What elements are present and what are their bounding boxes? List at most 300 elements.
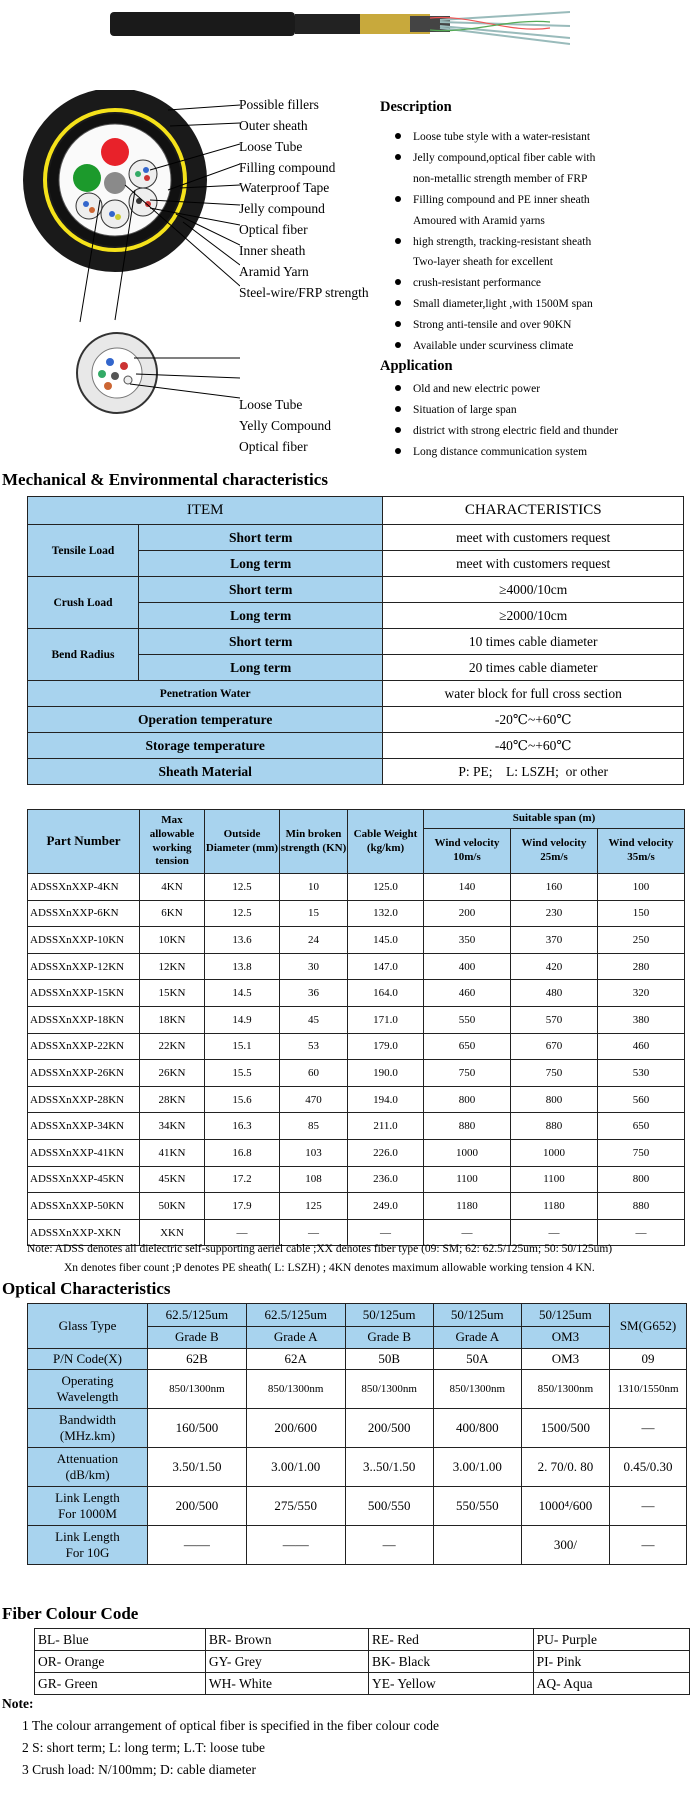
wavelength-label-2: Wavelength [56, 1389, 119, 1404]
part-value-cell: 750 [598, 1139, 685, 1166]
application-item-text: Long distance communication system [413, 446, 588, 458]
tensile-short-term: Short term [139, 525, 383, 551]
colour-title: Fiber Colour Code [2, 1604, 139, 1623]
part-value-cell: 15.5 [205, 1060, 280, 1087]
crush-long-term: Long term [139, 603, 383, 629]
part-value-cell: 30 [280, 953, 348, 980]
operation-temp-value: -20℃~+60℃ [383, 707, 684, 733]
part-value-cell: 12KN [140, 953, 205, 980]
part-value-cell: 280 [598, 953, 685, 980]
glass-type-label: Glass Type [28, 1304, 148, 1349]
mechanical-title: Mechanical & Environmental characteristics [2, 470, 328, 489]
part-value-cell: 1180 [424, 1193, 511, 1220]
sheath-label: Sheath Material [28, 759, 383, 785]
part-value-cell: 14.9 [205, 1006, 280, 1033]
bw-6: — [610, 1409, 687, 1448]
bullet-icon [395, 279, 401, 285]
cable-illustration [110, 4, 570, 52]
crush-short-term: Short term [139, 577, 383, 603]
part-value-cell: 400 [424, 953, 511, 980]
part-number-cell: ADSSXnXXP-34KN [28, 1113, 140, 1140]
tensile-long-value: meet with customers request [383, 551, 684, 577]
part-number-cell: ADSSXnXXP-6KN [28, 900, 140, 927]
part-value-cell: 145.0 [348, 927, 424, 954]
bandwidth-label [28, 1409, 148, 1448]
mechanical-table [27, 496, 684, 785]
ll10g-3: — [345, 1526, 433, 1565]
hdr-cable-weight: Cable Weight (kg/km) [348, 810, 424, 874]
hdr-part-number: Part Number [28, 810, 140, 874]
application-item [395, 383, 540, 395]
part-value-cell: 16.3 [205, 1113, 280, 1140]
ll10g-6: — [610, 1526, 687, 1565]
part-value-cell: 350 [424, 927, 511, 954]
fiber-4: 50/125um [433, 1304, 521, 1327]
wl-3: 850/1300nm [345, 1370, 433, 1409]
part-value-cell: 249.0 [348, 1193, 424, 1220]
label-aramid-yarn: Aramid Yarn [239, 264, 309, 279]
hdr-suitable-span: Suitable span (m) [424, 810, 685, 829]
description-item-text: non-metallic strength member of FRP [413, 173, 588, 185]
part-value-cell: 800 [424, 1086, 511, 1113]
table-row [35, 1651, 690, 1673]
part-value-cell: 179.0 [348, 1033, 424, 1060]
table-row [28, 1219, 685, 1246]
part-number-cell: ADSSXnXXP-12KN [28, 953, 140, 980]
label-possible-fillers: Possible fillers [239, 97, 319, 112]
wl-2: 850/1300nm [246, 1370, 345, 1409]
crush-short-value: ≥4000/10cm [383, 577, 684, 603]
wl-5: 850/1300nm [521, 1370, 609, 1409]
part-value-cell: — [511, 1219, 598, 1246]
bullet-icon [395, 300, 401, 306]
ll1000-label-2: For 1000M [58, 1506, 117, 1521]
attenuation-label-1: Attenuation [56, 1451, 119, 1466]
bullet-icon [395, 133, 401, 139]
description-item-text: Filling compound and PE inner sheath [413, 194, 590, 206]
part-value-cell: 15KN [140, 980, 205, 1007]
att-6: 0.45/0.30 [610, 1448, 687, 1487]
grade-2: Grade A [246, 1326, 345, 1349]
hdr-wind10: Wind velocity 10m/s [424, 829, 511, 874]
part-value-cell: 370 [511, 927, 598, 954]
label-steel-wire: Steel-wire/FRP strength [239, 285, 369, 300]
ll10g-1: —— [148, 1526, 247, 1565]
part-number-cell: ADSSXnXXP-26KN [28, 1060, 140, 1087]
pn-4: 50A [433, 1349, 521, 1370]
part-value-cell: 880 [598, 1193, 685, 1220]
table-row [28, 874, 685, 901]
part-value-cell: 15.6 [205, 1086, 280, 1113]
part-value-cell: 125 [280, 1193, 348, 1220]
wl-1: 850/1300nm [148, 1370, 247, 1409]
table-row [28, 1113, 685, 1140]
tensile-long-term: Long term [139, 551, 383, 577]
ll10g-2: —— [246, 1526, 345, 1565]
attenuation-label [28, 1448, 148, 1487]
part-value-cell: 108 [280, 1166, 348, 1193]
bullet-icon [395, 321, 401, 327]
fiber-3: 50/125um [345, 1304, 433, 1327]
part-value-cell: — [205, 1219, 280, 1246]
part-value-cell: 13.8 [205, 953, 280, 980]
tensile-load-label: Tensile Load [28, 525, 139, 577]
part-value-cell: 132.0 [348, 900, 424, 927]
hdr-min-broken: Min broken strength (KN) [280, 810, 348, 874]
part-value-cell: 164.0 [348, 980, 424, 1007]
description-item [395, 131, 590, 143]
att-3: 3..50/1.50 [345, 1448, 433, 1487]
part-value-cell: 1100 [511, 1166, 598, 1193]
pn-1: 62B [148, 1349, 247, 1370]
description-item-text: Amoured with Aramid yarns [413, 215, 545, 227]
description-title: Description [380, 99, 452, 115]
col-item: ITEM [28, 497, 383, 525]
ll1000-6: — [610, 1487, 687, 1526]
wl-6: 1310/1550nm [610, 1370, 687, 1409]
fiber-1: 62.5/125um [148, 1304, 247, 1327]
part-value-cell: 85 [280, 1113, 348, 1140]
att-2: 3.00/1.00 [246, 1448, 345, 1487]
optical-title: Optical Characteristics [2, 1279, 171, 1298]
part-value-cell: 880 [424, 1113, 511, 1140]
storage-temp-label: Storage temperature [28, 733, 383, 759]
pn-5: OM3 [521, 1349, 609, 1370]
bullet-icon [395, 385, 401, 391]
bandwidth-label-1: Bandwidth [58, 1412, 117, 1427]
sheath-value: P: PE; L: LSZH; or other [383, 759, 684, 785]
wavelength-label [28, 1370, 148, 1409]
table-row [28, 927, 685, 954]
fiber-5: 50/125um [521, 1304, 609, 1327]
description-item [395, 319, 571, 331]
part-value-cell: 560 [598, 1086, 685, 1113]
part-value-cell: — [280, 1219, 348, 1246]
label-tube-loose-tube: Loose Tube [239, 397, 303, 412]
bend-short-value: 10 times cable diameter [383, 629, 684, 655]
application-item [395, 425, 618, 437]
colour-code-cell: RE- Red [368, 1629, 533, 1651]
colour-code-cell: BR- Brown [205, 1629, 368, 1651]
grade-1: Grade B [148, 1326, 247, 1349]
part-value-cell: 250 [598, 927, 685, 954]
part-value-cell: 650 [424, 1033, 511, 1060]
description-item [395, 340, 573, 352]
part-value-cell: 1000 [424, 1139, 511, 1166]
ll1000-4: 550/550 [433, 1487, 521, 1526]
part-number-cell: ADSSXnXXP-50KN [28, 1193, 140, 1220]
part-number-cell: ADSSXnXXP-22KN [28, 1033, 140, 1060]
part-value-cell: 236.0 [348, 1166, 424, 1193]
description-item [395, 173, 587, 185]
description-item-text: Two-layer sheath for excellent [413, 256, 554, 268]
label-waterproof-tape: Waterproof Tape [239, 180, 330, 195]
part-number-cell: ADSSXnXXP-4KN [28, 874, 140, 901]
application-item-text: district with strong electric field and thunder [413, 425, 619, 437]
application-item-text: Old and new electric power [413, 383, 541, 395]
label-jelly-compound: Jelly compound [239, 201, 325, 216]
crush-long-value: ≥2000/10cm [383, 603, 684, 629]
storage-temp-value: -40℃~+60℃ [383, 733, 684, 759]
part-value-cell: 530 [598, 1060, 685, 1087]
pn-code-label: P/N Code(X) [28, 1349, 148, 1370]
application-item [395, 404, 517, 416]
ll1000-5: 1000⁴/600 [521, 1487, 609, 1526]
part-value-cell: 17.9 [205, 1193, 280, 1220]
link-length-1000-label [28, 1487, 148, 1526]
description-item-text: Jelly compound,optical fiber cable with [413, 152, 596, 164]
label-yelly-compound: Yelly Compound [239, 418, 332, 433]
wl-4: 850/1300nm [433, 1370, 521, 1409]
bullet-icon [395, 238, 401, 244]
label-optical-fiber: Optical fiber [239, 222, 308, 237]
part-value-cell: 100 [598, 874, 685, 901]
part-value-cell: 10KN [140, 927, 205, 954]
part-value-cell: 16.8 [205, 1139, 280, 1166]
description-item-text: crush-resistant performance [413, 277, 542, 289]
att-5: 2. 70/0. 80 [521, 1448, 609, 1487]
bend-short-term: Short term [139, 629, 383, 655]
bw-5: 1500/500 [521, 1409, 609, 1448]
note-1: 1 The colour arrangement of optical fiber is specified in the fiber colour code [22, 1718, 439, 1733]
colour-code-cell: GR- Green [35, 1673, 206, 1695]
ll1000-2: 275/550 [246, 1487, 345, 1526]
note-2: 2 S: short term; L: long term; L.T: loose tube [22, 1740, 266, 1755]
part-value-cell: 50KN [140, 1193, 205, 1220]
part-value-cell: 550 [424, 1006, 511, 1033]
description-item [395, 194, 590, 206]
part-value-cell: 880 [511, 1113, 598, 1140]
description-item-text: Strong anti-tensile and over 90KN [413, 319, 572, 331]
part-value-cell: 670 [511, 1033, 598, 1060]
bullet-icon [395, 406, 401, 412]
table-row [35, 1673, 690, 1695]
application-item-text: Situation of large span [413, 404, 517, 416]
hdr-wind35: Wind velocity 35m/s [598, 829, 685, 874]
part-value-cell: 150 [598, 900, 685, 927]
ll1000-1: 200/500 [148, 1487, 247, 1526]
part-value-cell: 41KN [140, 1139, 205, 1166]
application-title: Application [380, 358, 453, 374]
part-value-cell: 53 [280, 1033, 348, 1060]
part-value-cell: 320 [598, 980, 685, 1007]
bandwidth-label-2: (MHz.km) [59, 1428, 116, 1443]
part-value-cell: 26KN [140, 1060, 205, 1087]
part-value-cell: 15.1 [205, 1033, 280, 1060]
application-item [395, 446, 587, 458]
label-filling-compound: Filling compound [239, 160, 336, 175]
parts-note-2: Xn denotes fiber count ;P denotes PE sheath( L: LSZH) ; 4KN denotes maximum allowable working tension 4 KN. [64, 1262, 595, 1274]
part-value-cell: 226.0 [348, 1139, 424, 1166]
pn-6: 09 [610, 1349, 687, 1370]
part-value-cell: 750 [511, 1060, 598, 1087]
label-inner-sheath: Inner sheath [239, 243, 306, 258]
bullet-icon [395, 196, 401, 202]
description-item [395, 298, 593, 310]
part-value-cell: 211.0 [348, 1113, 424, 1140]
part-value-cell: 460 [598, 1033, 685, 1060]
table-row [28, 1006, 685, 1033]
bullet-icon [395, 448, 401, 454]
part-value-cell: 45 [280, 1006, 348, 1033]
bullet-icon [395, 342, 401, 348]
attenuation-label-2: (dB/km) [65, 1467, 110, 1482]
colour-code-cell: PU- Purple [533, 1629, 689, 1651]
colour-code-cell: PI- Pink [533, 1651, 689, 1673]
penetration-value: water block for full cross section [383, 681, 684, 707]
part-value-cell: 750 [424, 1060, 511, 1087]
pn-3: 50B [345, 1349, 433, 1370]
optical-table [27, 1303, 687, 1565]
description-item [395, 256, 553, 268]
ll10g-label-2: For 10G [65, 1545, 110, 1560]
grade-3: Grade B [345, 1326, 433, 1349]
part-value-cell: 800 [511, 1086, 598, 1113]
part-value-cell: 6KN [140, 900, 205, 927]
part-value-cell: 28KN [140, 1086, 205, 1113]
part-value-cell: 17.2 [205, 1166, 280, 1193]
wavelength-label-1: Operating [61, 1373, 114, 1388]
bend-long-term: Long term [139, 655, 383, 681]
part-value-cell: 480 [511, 980, 598, 1007]
part-value-cell: XKN [140, 1219, 205, 1246]
description-item [395, 236, 591, 248]
crush-load-label: Crush Load [28, 577, 139, 629]
part-value-cell: 60 [280, 1060, 348, 1087]
table-row [28, 1033, 685, 1060]
hdr-max-tension: Max allowable working tension [140, 810, 205, 874]
part-number-cell: ADSSXnXXP-45KN [28, 1166, 140, 1193]
label-loose-tube: Loose Tube [239, 139, 303, 154]
table-row [28, 900, 685, 927]
colour-code-cell: AQ- Aqua [533, 1673, 689, 1695]
bw-4: 400/800 [433, 1409, 521, 1448]
table-row [28, 953, 685, 980]
link-length-10g-label [28, 1526, 148, 1565]
description-item-text: Loose tube style with a water-resistant [413, 131, 591, 143]
part-value-cell: 24 [280, 927, 348, 954]
part-value-cell: 18KN [140, 1006, 205, 1033]
bw-2: 200/600 [246, 1409, 345, 1448]
colour-code-cell: BK- Black [368, 1651, 533, 1673]
part-value-cell: 103 [280, 1139, 348, 1166]
label-outer-sheath: Outer sheath [239, 118, 308, 133]
fiber-2: 62.5/125um [246, 1304, 345, 1327]
colour-code-cell: OR- Orange [35, 1651, 206, 1673]
part-value-cell: 125.0 [348, 874, 424, 901]
part-value-cell: 420 [511, 953, 598, 980]
colour-code-cell: YE- Yellow [368, 1673, 533, 1695]
hdr-wind25: Wind velocity 25m/s [511, 829, 598, 874]
ll10g-4 [433, 1526, 521, 1565]
part-value-cell: 34KN [140, 1113, 205, 1140]
bend-radius-label: Bend Radius [28, 629, 139, 681]
part-value-cell: 160 [511, 874, 598, 901]
part-number-cell: ADSSXnXXP-XKN [28, 1219, 140, 1246]
part-number-cell: ADSSXnXXP-41KN [28, 1139, 140, 1166]
ll10g-5: 300/ [521, 1526, 609, 1565]
part-value-cell: 22KN [140, 1033, 205, 1060]
att-1: 3.50/1.50 [148, 1448, 247, 1487]
part-value-cell: 650 [598, 1113, 685, 1140]
bend-long-value: 20 times cable diameter [383, 655, 684, 681]
parts-note-1: Note: ADSS denotes all dielectric self-supporting aeriel cable ;XX denotes fiber type (09: SM; 62: 62.5/125um; 50: 50/125um) [27, 1243, 613, 1255]
part-value-cell: 13.6 [205, 927, 280, 954]
part-value-cell: 200 [424, 900, 511, 927]
description-item [395, 215, 545, 227]
label-tube-optical-fiber: Optical fiber [239, 439, 308, 454]
penetration-label: Penetration Water [28, 681, 383, 707]
ll1000-label-1: Link Length [55, 1490, 120, 1505]
part-number-cell: ADSSXnXXP-18KN [28, 1006, 140, 1033]
part-number-table [27, 809, 685, 1246]
cable-cross-section [0, 90, 240, 470]
part-value-cell: 140 [424, 874, 511, 901]
colour-code-cell: BL- Blue [35, 1629, 206, 1651]
description-item-text: Available under scurviness climate [413, 340, 574, 352]
part-value-cell: 1100 [424, 1166, 511, 1193]
part-value-cell: — [598, 1219, 685, 1246]
part-value-cell: 470 [280, 1086, 348, 1113]
operation-temp-label: Operation temperature [28, 707, 383, 733]
part-value-cell: 4KN [140, 874, 205, 901]
bullet-icon [395, 427, 401, 433]
part-value-cell: 380 [598, 1006, 685, 1033]
part-value-cell: 194.0 [348, 1086, 424, 1113]
note-3: 3 Crush load: N/100mm; D: cable diameter [22, 1762, 256, 1777]
description-item-text: high strength, tracking-resistant sheath [413, 236, 592, 248]
part-value-cell: 230 [511, 900, 598, 927]
table-row [28, 1139, 685, 1166]
table-row [28, 1166, 685, 1193]
bw-1: 160/500 [148, 1409, 247, 1448]
part-value-cell: — [424, 1219, 511, 1246]
table-row [35, 1629, 690, 1651]
part-value-cell: 570 [511, 1006, 598, 1033]
part-value-cell: 171.0 [348, 1006, 424, 1033]
table-row [28, 1060, 685, 1087]
bw-3: 200/500 [345, 1409, 433, 1448]
part-value-cell: 10 [280, 874, 348, 901]
description-item [395, 277, 541, 289]
colour-code-cell: WH- White [205, 1673, 368, 1695]
bullet-icon [395, 154, 401, 160]
notes-title: Note: [2, 1696, 34, 1711]
pn-2: 62A [246, 1349, 345, 1370]
part-value-cell: 36 [280, 980, 348, 1007]
ll1000-3: 500/550 [345, 1487, 433, 1526]
part-value-cell: 800 [598, 1166, 685, 1193]
part-value-cell: 14.5 [205, 980, 280, 1007]
colour-code-cell: GY- Grey [205, 1651, 368, 1673]
col-characteristics: CHARACTERISTICS [383, 497, 684, 525]
part-value-cell: 12.5 [205, 900, 280, 927]
ll10g-label-1: Link Length [55, 1529, 120, 1544]
grade-4: Grade A [433, 1326, 521, 1349]
part-value-cell: 1180 [511, 1193, 598, 1220]
tensile-short-value: meet with customers request [383, 525, 684, 551]
part-value-cell: — [348, 1219, 424, 1246]
table-row [28, 1086, 685, 1113]
sm-g652: SM(G652) [610, 1304, 687, 1349]
part-value-cell: 147.0 [348, 953, 424, 980]
hdr-outside-diameter: Outside Diameter (mm) [205, 810, 280, 874]
part-number-cell: ADSSXnXXP-15KN [28, 980, 140, 1007]
part-value-cell: 12.5 [205, 874, 280, 901]
table-row [28, 1193, 685, 1220]
part-number-cell: ADSSXnXXP-28KN [28, 1086, 140, 1113]
part-value-cell: 460 [424, 980, 511, 1007]
